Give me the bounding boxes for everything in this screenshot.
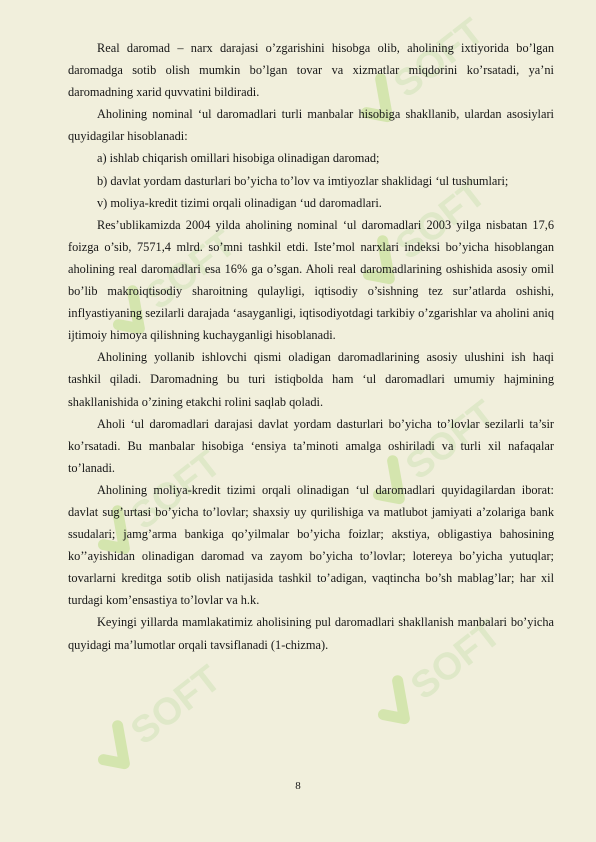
list-item-a: a) ishlab chiqarish omillari hisobiga olinadigan daromad; <box>97 151 380 166</box>
paragraph-wages: Aholining yollanib ishlovchi qismi oladigan daromadlarining asosiy ulushini ish haqi tashkil qiladi. Daromadning bu turi istiqbolda ham ‘ul daromadlari umumiy hajmining shakllanishida o’zining etakchi rolini saqlab qoladi. <box>68 350 554 409</box>
paragraph-real-income: Real daromad – narx darajasi o’zgarishini hisobga olib, aholining ixtiyorida bo’lgan daromadga sotib olish mumkin bo’lgan tovar va xizmatlar miqdorini ko’rsatadi, ya’ni daromadning xarid quvvatini bildiradi. <box>68 41 554 100</box>
list-item-b: b) davlat yordam dasturlari bo’yicha to’lov va imtiyozlar shaklidagi ‘ul tushumlari; <box>97 173 509 188</box>
paragraph-2004-statistics: Res’ublikamizda 2004 yilda aholining nominal ‘ul daromadlari 2003 yilga nisbatan 17,6 foizga o’sib, 7571,4 mlrd. so’mni tashkil etdi. Iste’mol narxlari indeksi bo’yicha hisoblangan aholining real daromadlari esa 16% ga o’sgan. Aholi real daromadlarining oshishida asosiy omil bo’lib makroiqtisodiy sharoitning qulayligi, iqtisodiy o’sishning tez sur’atlarda oshishi, inflyastiyaning sezilarli darajada ‘asayganligi, iqtisodiyotdagi tarkibiy o’zgarishlar va aholini aniq ijtimoiy himoya qilishning kuchayganligi hisoblanadi. <box>68 217 554 343</box>
check-mark-icon <box>372 681 418 727</box>
watermark-text: SOFT <box>123 442 230 539</box>
watermark-text: SOFT <box>388 172 495 269</box>
paragraph-state-support: Aholi ‘ul daromadlari darajasi davlat yordam dasturlari bo’yicha to’lovlar sezilarli ta’sir ko’rsatadi. Bu manbalar hisobiga ‘ensiya ta’minoti amalga oshiriladi va turli xil nafaqalar to’lanadi. <box>68 416 554 475</box>
document-body <box>68 37 554 656</box>
paragraph-recent-years: Keyingi yillarda mamlakatimiz aholisining pul daromadlari shakllanish manbalari bo’yicha quyidagi ma’lumotlar orqali tavsiflanadi (1-chizma). <box>68 615 554 652</box>
check-mark-icon <box>92 726 138 772</box>
page-number: 8 <box>295 780 301 792</box>
watermark-text: SOFT <box>123 657 230 754</box>
watermark-text: SOFT <box>398 392 505 489</box>
watermark-text: SOFT <box>403 612 510 709</box>
paragraph-finance-credit: Aholining moliya-kredit tizimi orqali olinadigan ‘ul daromadlari quyidagilardan iborat: davlat sug’urtasi bo’yicha to’lovlar; shaxsiy uy qurilishiga va matlubot jamiyati a’zolariga bank ssudalari; jamg’arma bankiga qo’yilmalar bo’yicha foizlar; akstiya, obligastiya bahosining ko’’ayishidan olinadigan daromad va zayom bo’yicha to’lovlar; lotereya bo’yicha yutuqlar; tovarlarni kreditga sotib olish natijasida tashkil to’adigan, vaqtincha bo’sh mablag’lar; har xil turdagi kom’ensastiya to’lovlar va h.k. <box>68 482 554 608</box>
paragraph-nominal-income-sources: Aholining nominal ‘ul daromadlari turli manbalar hisobiga shakllanib, ulardan asosiylari quyidagilar hisoblanadi: <box>68 107 554 144</box>
watermark-tile <box>92 658 229 778</box>
watermark-text: SOFT <box>138 222 245 319</box>
watermark-text: SOFT <box>386 10 493 107</box>
list-item-v: v) moliya-kredit tizimi orqali olinadigan ‘ud daromadlari. <box>97 195 382 210</box>
